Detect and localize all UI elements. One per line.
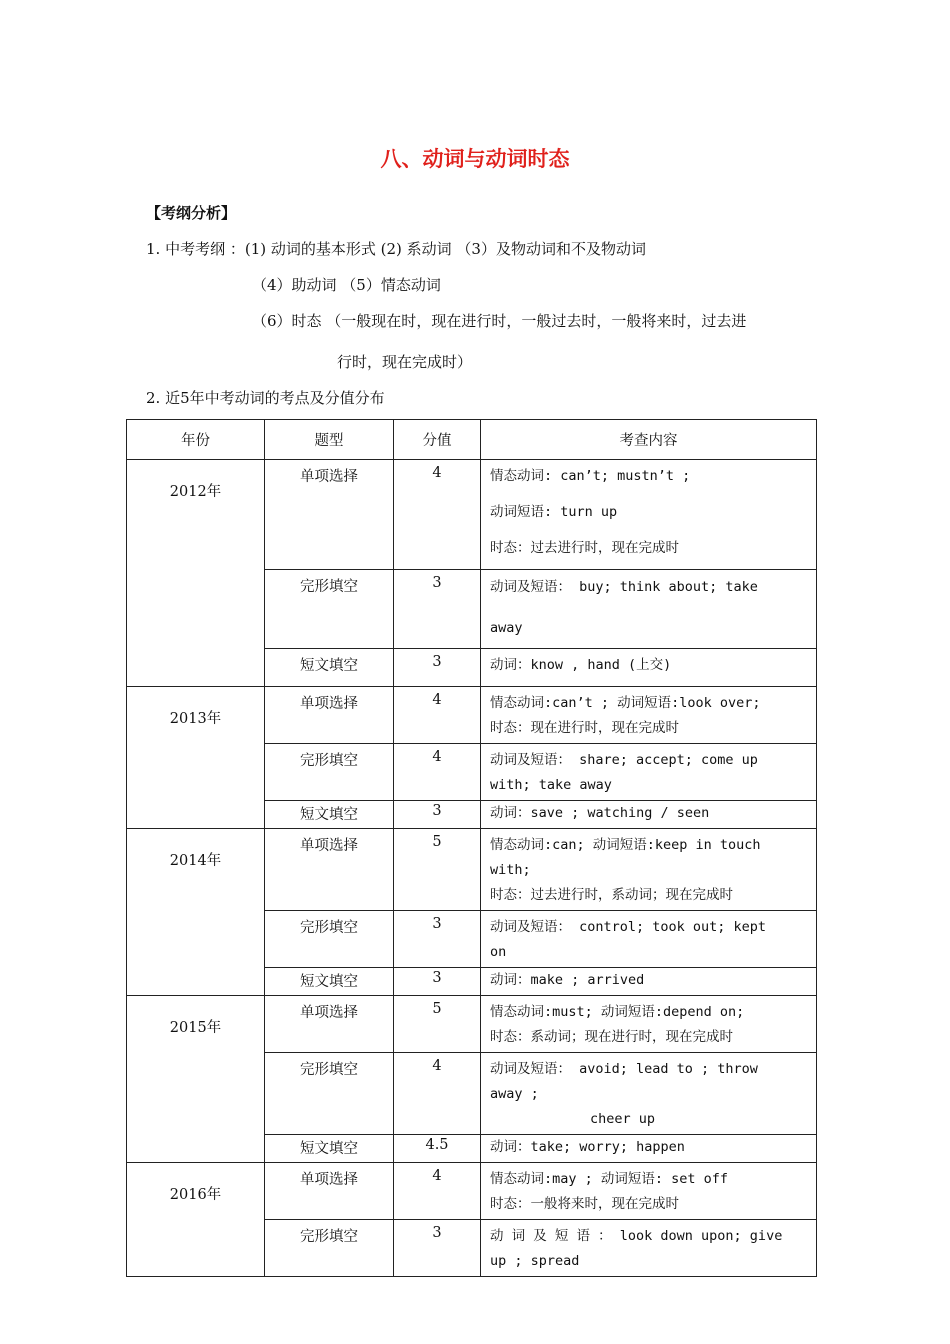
header-type: 题型	[265, 420, 394, 460]
content-cell: 动词及短语： share; accept; come up with; take away	[481, 744, 817, 801]
score-cell: 3	[394, 1220, 481, 1277]
section-heading: 【考纲分析】	[146, 204, 237, 222]
table-row	[127, 996, 817, 1053]
type-cell: 完形填空	[265, 570, 394, 649]
score-cell: 4	[394, 1053, 481, 1135]
content-cell: 动 词 及 短 语 ： look down upon; give up ; spread	[481, 1220, 817, 1277]
content-cell: 情态动词:can’t ; 动词短语:look over; 时态：现在进行时，现在完成时	[481, 687, 817, 744]
score-cell: 4.5	[394, 1135, 481, 1163]
year-cell: 2013年	[127, 687, 265, 829]
type-cell: 单项选择	[265, 1163, 394, 1220]
score-cell: 3	[394, 968, 481, 996]
type-cell: 短文填空	[265, 968, 394, 996]
exam-points-table	[126, 419, 817, 1277]
table-row	[127, 687, 817, 744]
outline-item-1-line-2: （4）助动词 （5）情态动词	[252, 276, 441, 294]
year-cell: 2015年	[127, 996, 265, 1163]
type-cell: 完形填空	[265, 1220, 394, 1277]
type-cell: 短文填空	[265, 1135, 394, 1163]
outline-item-1: 1. 中考考纲 ：(1) 动词的基本形式 (2) 系动词 （3）及物动词和不及物动词	[146, 240, 646, 258]
type-cell: 单项选择	[265, 687, 394, 744]
score-cell: 5	[394, 829, 481, 911]
type-cell: 完形填空	[265, 911, 394, 968]
type-cell: 完形填空	[265, 1053, 394, 1135]
content-cell: 动词及短语： control; took out; kept on	[481, 911, 817, 968]
table-row	[127, 1163, 817, 1220]
year-cell: 2012年	[127, 460, 265, 687]
content-cell: 动词：take; worry; happen	[481, 1135, 817, 1163]
header-score: 分值	[394, 420, 481, 460]
table-header-row	[127, 420, 817, 460]
content-cell: 动词及短语： buy; think about; take away	[481, 570, 817, 649]
score-cell: 4	[394, 687, 481, 744]
score-cell: 4	[394, 1163, 481, 1220]
score-cell: 4	[394, 744, 481, 801]
score-cell: 3	[394, 649, 481, 687]
year-cell: 2016年	[127, 1163, 265, 1277]
header-year: 年份	[127, 420, 265, 460]
year-cell: 2014年	[127, 829, 265, 996]
content-cell: 情态动词:must; 动词短语:depend on; 时态：系动词；现在进行时，现在完成时	[481, 996, 817, 1053]
content-cell: 情态动词: can’t; mustn’t ; 动词短语: turn up 时态：过去进行时，现在完成时	[481, 460, 817, 570]
content-cell: 情态动词:can; 动词短语:keep in touch with; 时态：过去进行时，系动词；现在完成时	[481, 829, 817, 911]
content-cell: 动词：make ; arrived	[481, 968, 817, 996]
type-cell: 短文填空	[265, 801, 394, 829]
score-cell: 4	[394, 460, 481, 570]
type-cell: 完形填空	[265, 744, 394, 801]
table-row	[127, 460, 817, 570]
type-cell: 单项选择	[265, 460, 394, 570]
score-cell: 3	[394, 570, 481, 649]
type-cell: 短文填空	[265, 649, 394, 687]
header-content: 考查内容	[481, 420, 817, 460]
score-cell: 3	[394, 801, 481, 829]
content-cell: 动词：know , hand (上交)	[481, 649, 817, 687]
table-row	[127, 829, 817, 911]
content-cell: 动词：save ; watching / seen	[481, 801, 817, 829]
score-cell: 3	[394, 911, 481, 968]
score-cell: 5	[394, 996, 481, 1053]
outline-item-1-line-4: 行时，现在完成时）	[337, 353, 473, 371]
content-cell: 情态动词:may ; 动词短语: set off 时态：一般将来时，现在完成时	[481, 1163, 817, 1220]
page-title: 八、动词与动词时态	[380, 147, 570, 171]
content-cell: 动词及短语： avoid; lead to ; throw away ; cheer up	[481, 1053, 817, 1135]
type-cell: 单项选择	[265, 996, 394, 1053]
outline-item-1-line-3: （6）时态 （一般现在时，现在进行时，一般过去时，一般将来时，过去进	[252, 312, 747, 330]
outline-item-2: 2. 近5年中考动词的考点及分值分布	[146, 389, 385, 407]
type-cell: 单项选择	[265, 829, 394, 911]
